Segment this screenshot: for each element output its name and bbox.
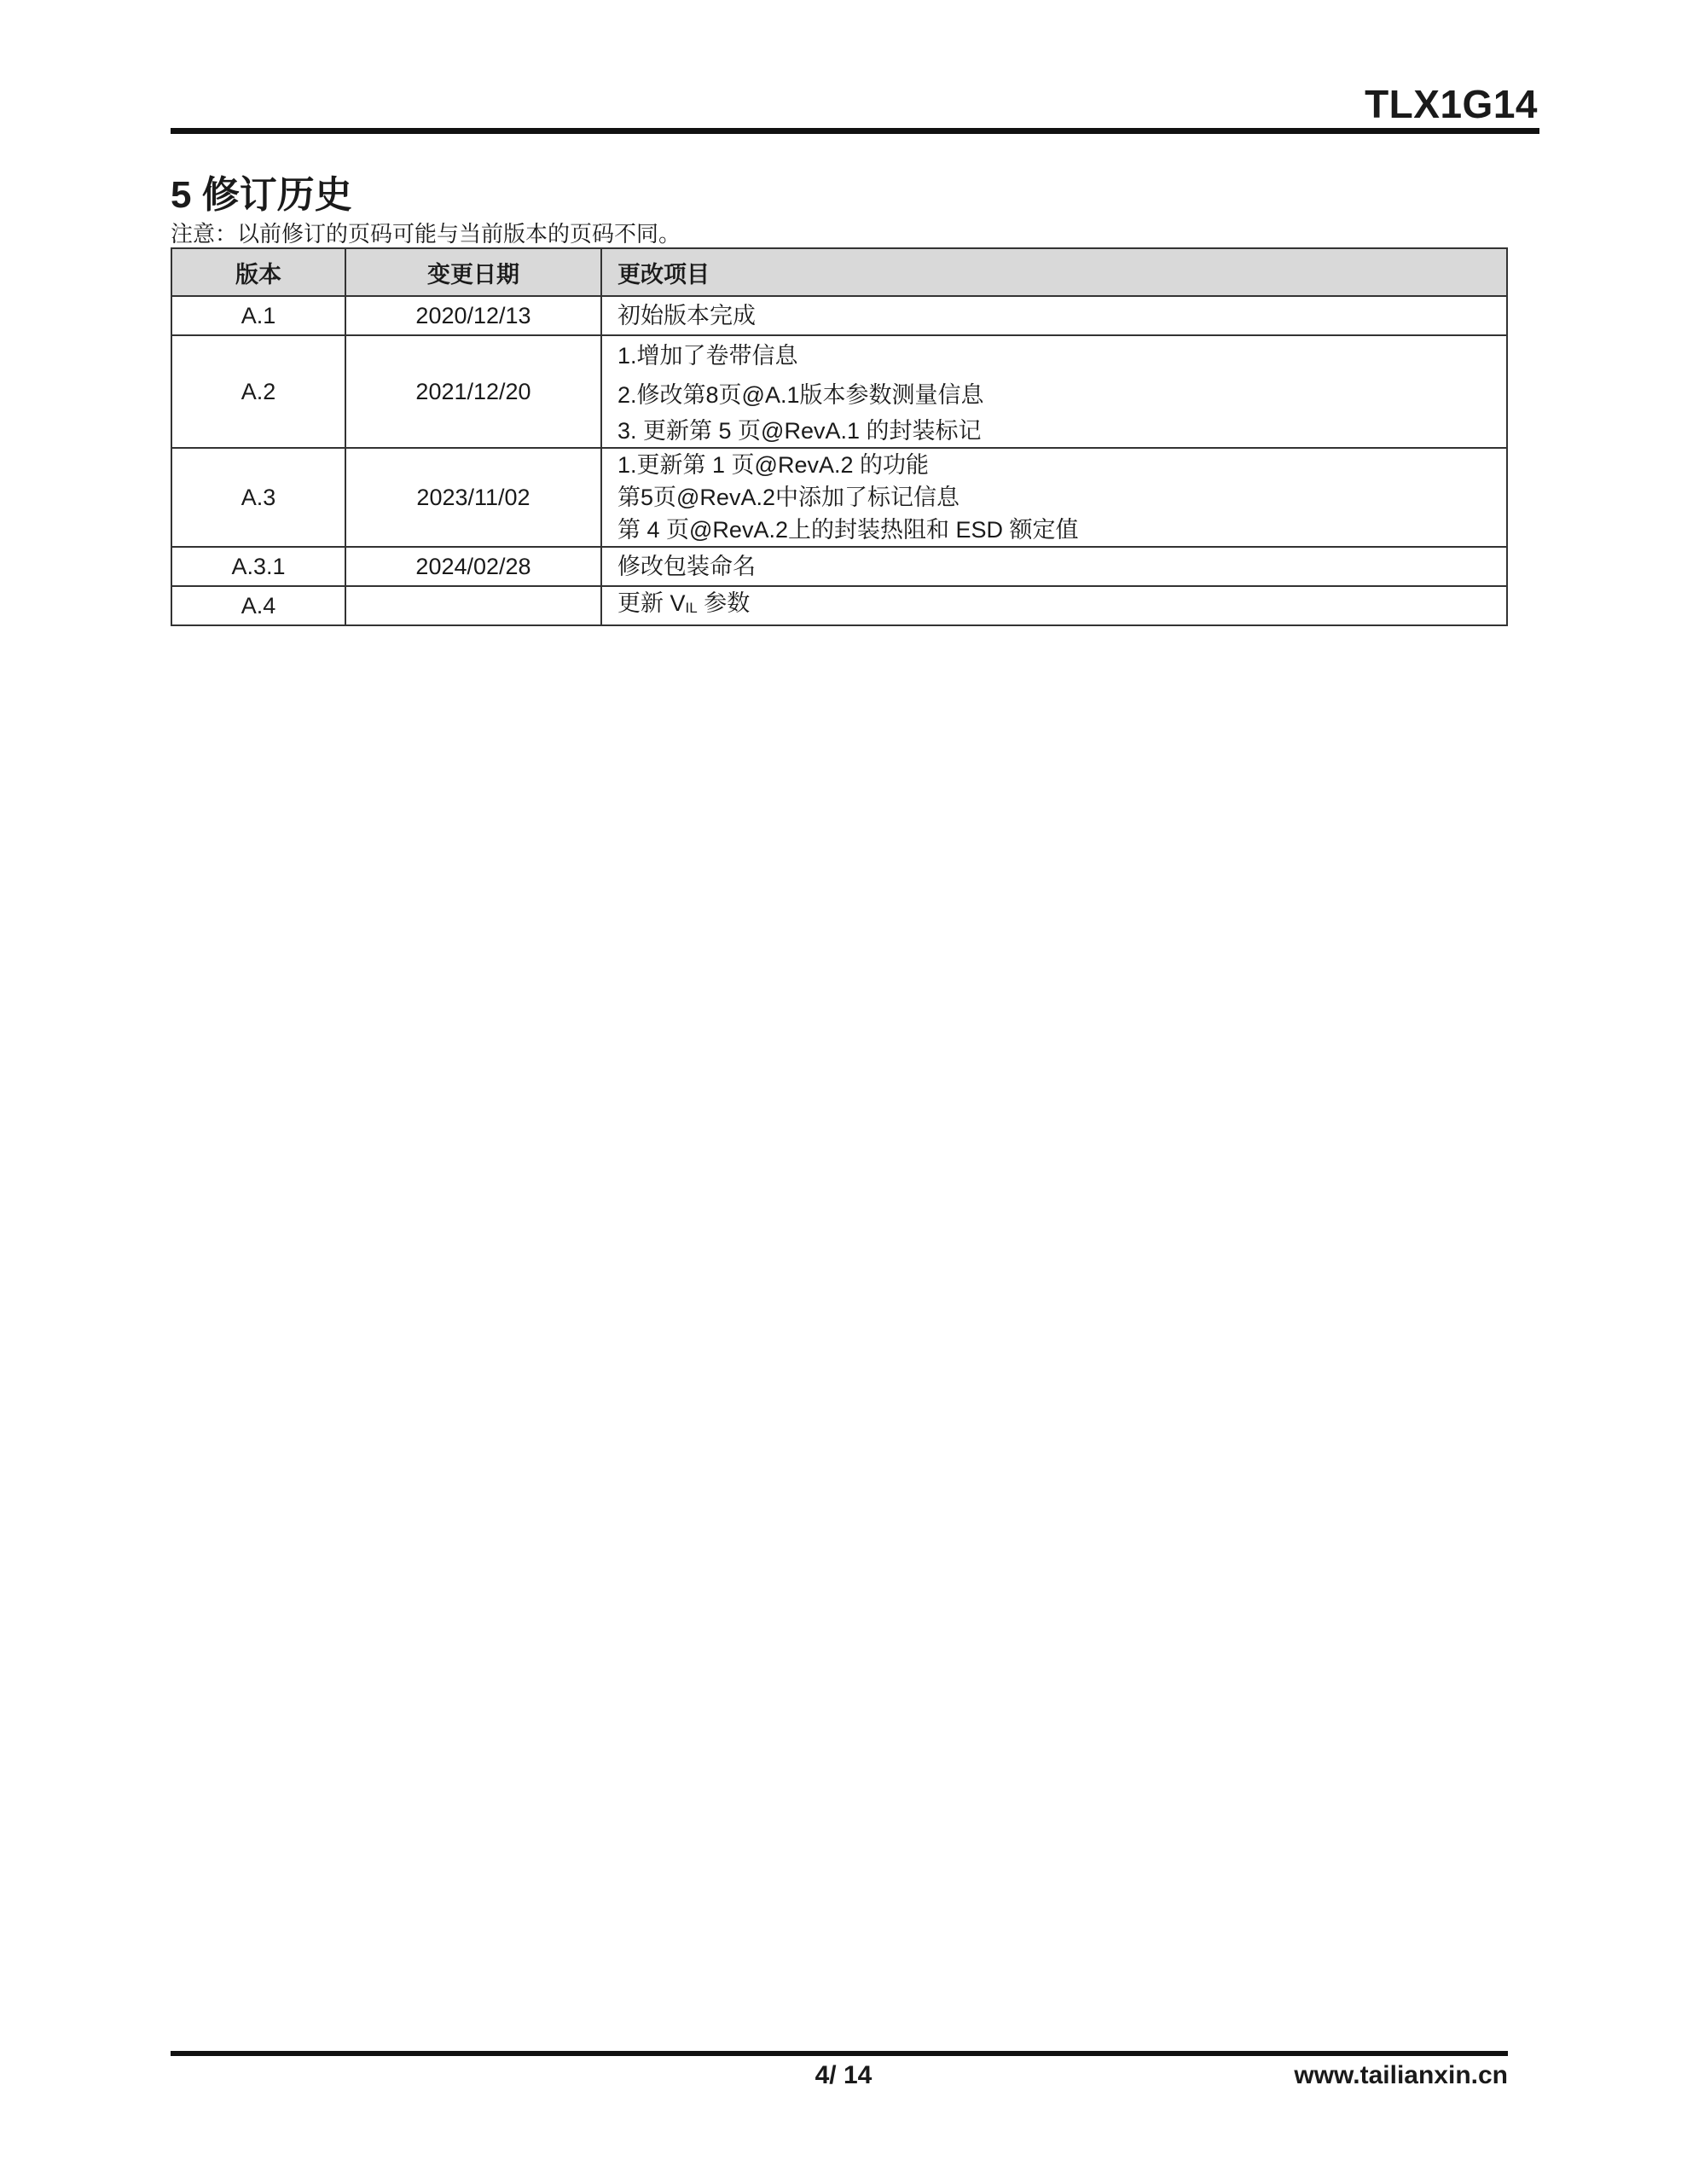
change-text: 参数 (697, 590, 751, 616)
table-row (171, 586, 1507, 625)
footer-website: www.tailianxin.cn (1294, 2061, 1508, 2089)
change-item: 1.增加了卷带信息 (617, 343, 798, 369)
column-header-changes: 更改项目 (601, 248, 1507, 296)
change-text: 更新 V (617, 590, 686, 616)
change-item (617, 587, 1496, 624)
version-cell: A.4 (171, 586, 345, 625)
change-subscript: IL (685, 600, 698, 616)
change-item: 初始版本完成 (617, 303, 756, 328)
date-cell: 2023/11/02 (345, 448, 601, 547)
date-cell: 2021/12/20 (345, 335, 601, 448)
change-item: 第5页@RevA.2中添加了标记信息 (617, 485, 959, 510)
column-header-version: 版本 (171, 248, 345, 296)
table-header-row (171, 248, 1507, 296)
changes-cell (601, 547, 1507, 586)
change-item: 第 4 页@RevA.2上的封装热阻和 ESD 额定值 (617, 517, 1079, 543)
change-item: 1.更新第 1 页@RevA.2 的功能 (617, 452, 929, 478)
section-note: 注意：以前修订的页码可能与当前版本的页码不同。 (171, 221, 681, 247)
page-number: 4/ 14 (815, 2061, 872, 2089)
table-row (171, 448, 1507, 547)
changes-cell (601, 586, 1507, 625)
footer-divider (171, 2051, 1508, 2056)
version-cell: A.1 (171, 296, 345, 335)
change-item: 2.修改第8页@A.1版本参数测量信息 (617, 382, 984, 408)
changes-cell (601, 296, 1507, 335)
section-title: 5 修订历史 (171, 174, 352, 216)
changes-cell (601, 448, 1507, 547)
version-cell: A.2 (171, 335, 345, 448)
table-row (171, 296, 1507, 335)
document-part-number: TLX1G14 (1365, 82, 1538, 126)
version-cell: A.3.1 (171, 547, 345, 586)
column-header-date: 变更日期 (345, 248, 601, 296)
date-cell (345, 586, 601, 625)
version-cell: A.3 (171, 448, 345, 547)
date-cell: 2020/12/13 (345, 296, 601, 335)
changes-cell (601, 335, 1507, 448)
table-row (171, 547, 1507, 586)
change-item: 修改包装命名 (617, 554, 756, 579)
header-divider (171, 128, 1539, 134)
change-item: 3. 更新第 5 页@RevA.1 的封装标记 (617, 418, 982, 444)
table-row (171, 335, 1507, 448)
revision-history-table (171, 247, 1508, 626)
date-cell: 2024/02/28 (345, 547, 601, 586)
